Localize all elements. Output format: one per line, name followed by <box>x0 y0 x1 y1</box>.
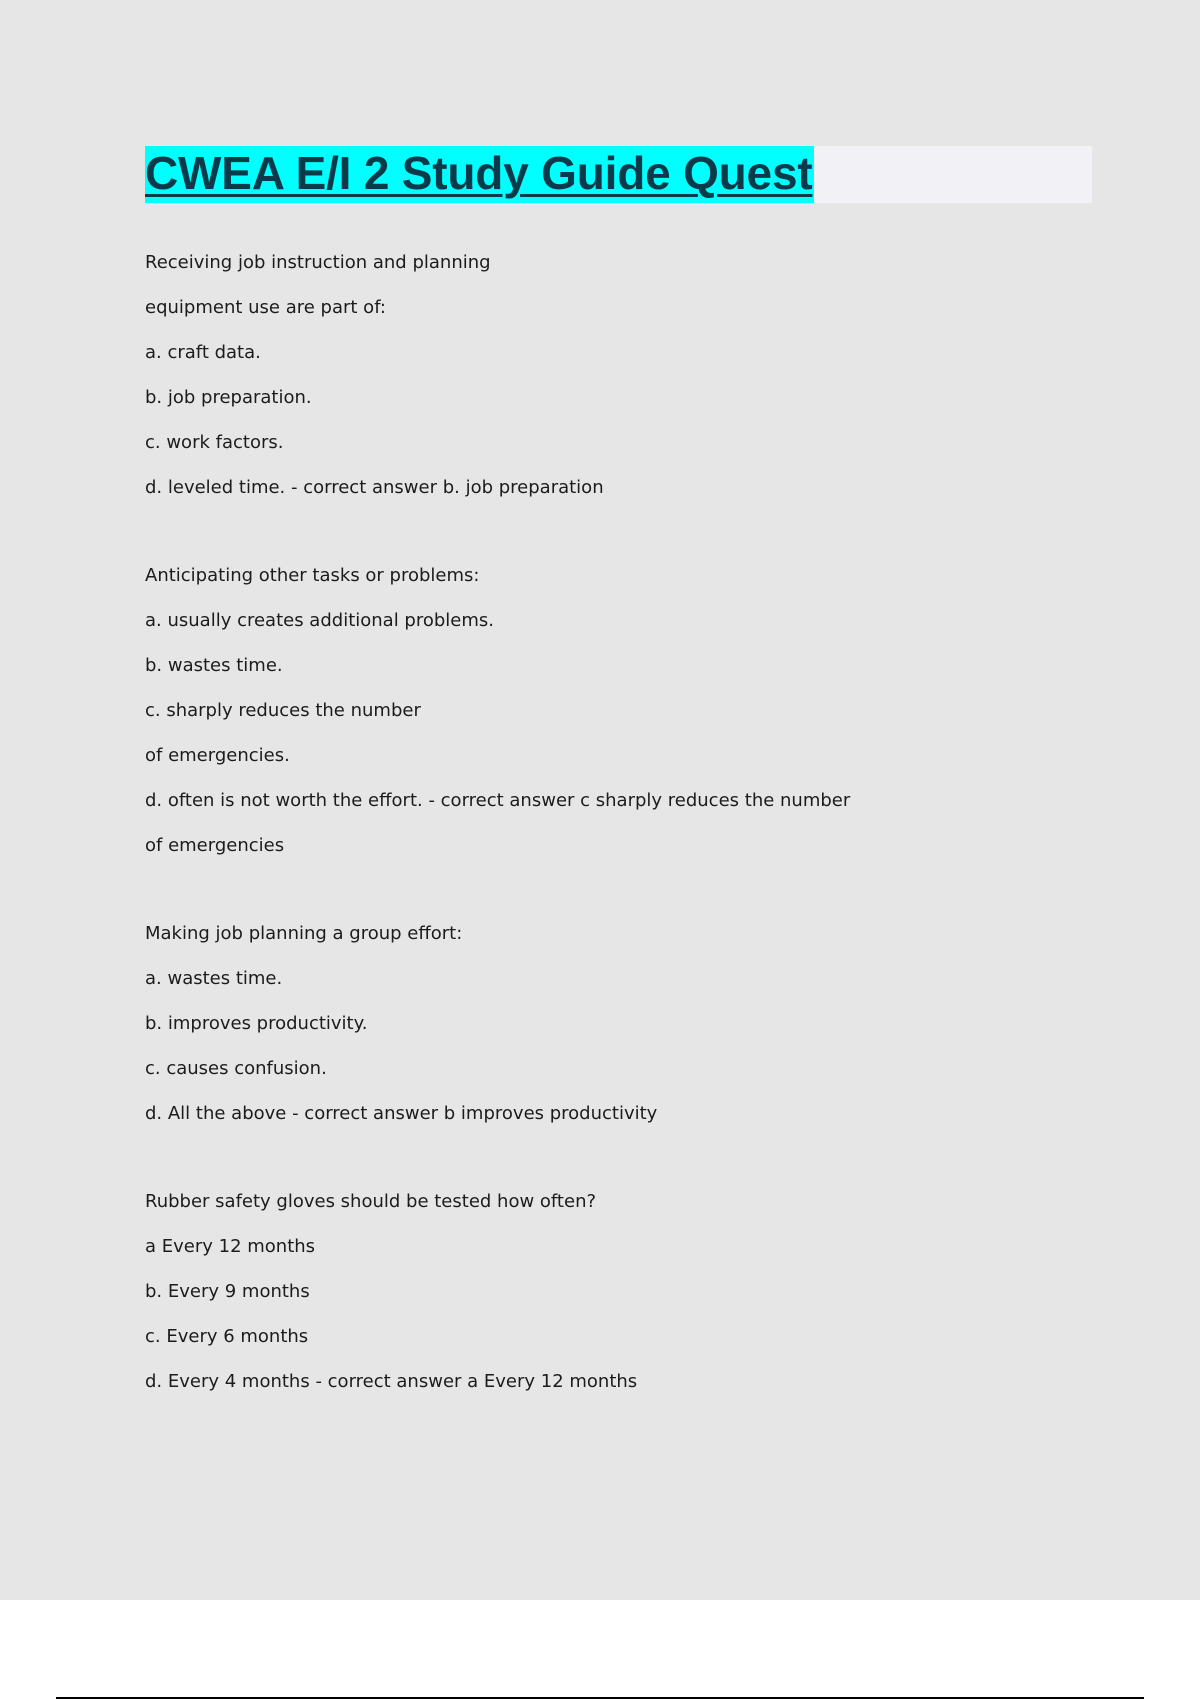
question-text: equipment use are part of: <box>145 297 386 318</box>
footer-divider <box>56 1697 1144 1699</box>
answer-option: b. job preparation. <box>145 387 312 408</box>
question-block <box>145 240 1105 510</box>
question-text: Receiving job instruction and planning <box>145 252 491 273</box>
answer-option: a. craft data. <box>145 342 261 363</box>
question-block <box>145 911 1105 1136</box>
question-block <box>145 553 1105 868</box>
question-text: Making job planning a group effort: <box>145 923 463 944</box>
answer-option: b. wastes time. <box>145 655 283 676</box>
title-bar <box>145 146 1092 203</box>
answer-option: of emergencies. <box>145 745 290 766</box>
question-text: Anticipating other tasks or problems: <box>145 565 480 586</box>
answer-option: c. sharply reduces the number <box>145 700 421 721</box>
answer-option: of emergencies <box>145 835 285 856</box>
question-block <box>145 1179 1105 1404</box>
question-text: Rubber safety gloves should be tested how often? <box>145 1191 597 1212</box>
answer-option: a. wastes time. <box>145 968 283 989</box>
answer-option: a. usually creates additional problems. <box>145 610 495 631</box>
answer-option: d. often is not worth the effort. - correct answer c sharply reduces the number <box>145 790 851 811</box>
answer-option: c. work factors. <box>145 432 284 453</box>
answer-option: d. All the above - correct answer b improves productivity <box>145 1103 658 1124</box>
answer-option: b. improves productivity. <box>145 1013 368 1034</box>
answer-option: d. Every 4 months - correct answer a Every 12 months <box>145 1371 638 1392</box>
document-title: CWEA E/I 2 Study Guide Quest <box>145 146 814 203</box>
answer-option: a Every 12 months <box>145 1236 316 1257</box>
answer-option: d. leveled time. - correct answer b. job preparation <box>145 477 604 498</box>
answer-option: c. causes confusion. <box>145 1058 327 1079</box>
answer-option: b. Every 9 months <box>145 1281 310 1302</box>
document-body <box>145 240 1105 1447</box>
answer-option: c. Every 6 months <box>145 1326 309 1347</box>
